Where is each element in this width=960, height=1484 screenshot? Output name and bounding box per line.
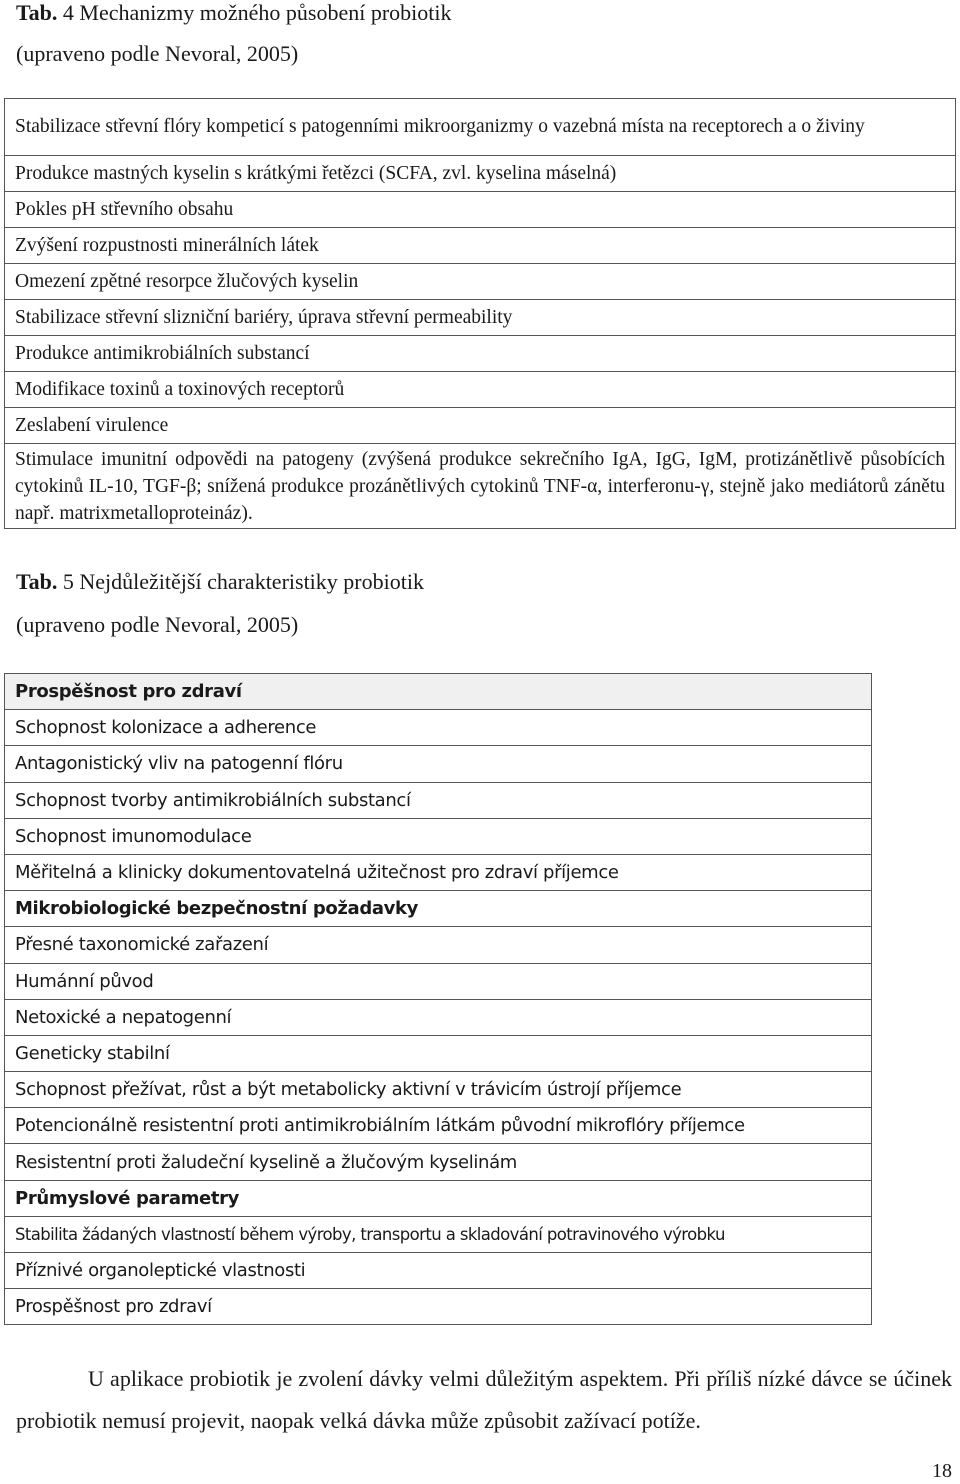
table-cell: Netoxické a nepatogenní xyxy=(5,999,872,1035)
tab5-caption-text: 5 Nejdůležitější charakteristiky probiotik xyxy=(57,569,424,594)
table-cell: Antagonistický vliv na patogenní flóru xyxy=(5,746,872,782)
tab5-caption xyxy=(16,569,424,595)
table-cell: Stabilita žádaných vlastností během výroby, transportu a skladování potravinového výrobku xyxy=(5,1216,872,1252)
table-cell: Geneticky stabilní xyxy=(5,1035,872,1071)
table-cell: Přesné taxonomické zařazení xyxy=(5,927,872,963)
table-row xyxy=(5,1253,872,1289)
table-row xyxy=(5,336,956,372)
table-cell: Zeslabení virulence xyxy=(5,408,956,444)
table-cell: Potencionálně resistentní proti antimikrobiálním látkám původní mikroflóry příjemce xyxy=(5,1108,872,1144)
table-row xyxy=(5,999,872,1035)
table-row xyxy=(5,710,872,746)
table-row xyxy=(5,264,956,300)
table-row xyxy=(5,156,956,192)
table-cell: Stabilizace střevní slizniční bariéry, úprava střevní permeability xyxy=(5,300,956,336)
body-paragraph: U aplikace probiotik je zvolení dávky velmi důležitým aspektem. Při příliš nízké dávce se účinek probiotik nemusí projevit, naopak velká dávka může způsobit zažívací potíže. xyxy=(16,1366,952,1433)
table-row xyxy=(5,99,956,156)
tab4-caption xyxy=(16,0,451,26)
table-cell: Produkce antimikrobiálních substancí xyxy=(5,336,956,372)
table-section-header xyxy=(5,674,872,710)
table-row xyxy=(5,1216,872,1252)
table-row xyxy=(5,444,956,529)
table-cell: Pokles pH střevního obsahu xyxy=(5,192,956,228)
table-cell: Humánní původ xyxy=(5,963,872,999)
tab4-caption-text: 4 Mechanizmy možného působení probiotik xyxy=(57,0,452,25)
table-section-header xyxy=(5,1180,872,1216)
table-cell: Zvýšení rozpustnosti minerálních látek xyxy=(5,228,956,264)
table-row xyxy=(5,963,872,999)
table-row xyxy=(5,300,956,336)
table-cell: Produkce mastných kyselin s krátkými řetězci (SCFA, zvl. kyselina máselná) xyxy=(5,156,956,192)
table-cell: Schopnost imunomodulace xyxy=(5,818,872,854)
table-row xyxy=(5,782,872,818)
table-row xyxy=(5,372,956,408)
table-row xyxy=(5,1035,872,1071)
tab5-source: (upraveno podle Nevoral, 2005) xyxy=(16,612,299,637)
table-cell: Stabilizace střevní flóry kompeticí s patogenními mikroorganizmy o vazebná místa na receptorech a o živiny xyxy=(5,99,956,156)
tab4-source: (upraveno podle Nevoral, 2005) xyxy=(16,41,299,66)
table-row xyxy=(5,927,872,963)
table-row xyxy=(5,746,872,782)
probiotic-mechanisms-table xyxy=(4,98,956,529)
table-cell: Prospěšnost pro zdraví xyxy=(5,674,872,710)
table-row xyxy=(5,1289,872,1325)
table-row xyxy=(5,228,956,264)
tab5-caption-label: Tab. xyxy=(16,569,58,594)
table-cell: Schopnost přežívat, růst a být metabolicky aktivní v trávicím ústrojí příjemce xyxy=(5,1072,872,1108)
table-row xyxy=(5,192,956,228)
table-row xyxy=(5,818,872,854)
table-cell: Schopnost tvorby antimikrobiálních substancí xyxy=(5,782,872,818)
table-cell: Prospěšnost pro zdraví xyxy=(5,1289,872,1325)
table-row xyxy=(5,1072,872,1108)
table-row xyxy=(5,1144,872,1180)
table-cell: Příznivé organoleptické vlastnosti xyxy=(5,1253,872,1289)
table-cell: Modifikace toxinů a toxinových receptorů xyxy=(5,372,956,408)
table-cell: Průmyslové parametry xyxy=(5,1180,872,1216)
tab4-caption-label: Tab. xyxy=(16,0,58,25)
table-cell: Mikrobiologické bezpečnostní požadavky xyxy=(5,891,872,927)
table-cell: Schopnost kolonizace a adherence xyxy=(5,710,872,746)
table-row xyxy=(5,408,956,444)
page-number: 18 xyxy=(932,1460,952,1482)
table-cell: Resistentní proti žaludeční kyselině a žlučovým kyselinám xyxy=(5,1144,872,1180)
table-row xyxy=(5,854,872,890)
probiotic-characteristics-table xyxy=(4,673,872,1325)
table-cell: Měřitelná a klinicky dokumentovatelná užitečnost pro zdraví příjemce xyxy=(5,854,872,890)
table-cell: Omezení zpětné resorpce žlučových kyselin xyxy=(5,264,956,300)
table-section-header xyxy=(5,891,872,927)
table-row xyxy=(5,1108,872,1144)
table-cell: Stimulace imunitní odpovědi na patogeny (zvýšená produkce sekrečního IgA, IgG, IgM, protizánětlivě působících cytokinů IL-10, TGF-β; snížená produkce prozánětlivých cytokinů TNF-α, interferonu-γ, stejně jako mediátorů zánětu např. matrixmetalloproteináz). xyxy=(5,444,956,529)
